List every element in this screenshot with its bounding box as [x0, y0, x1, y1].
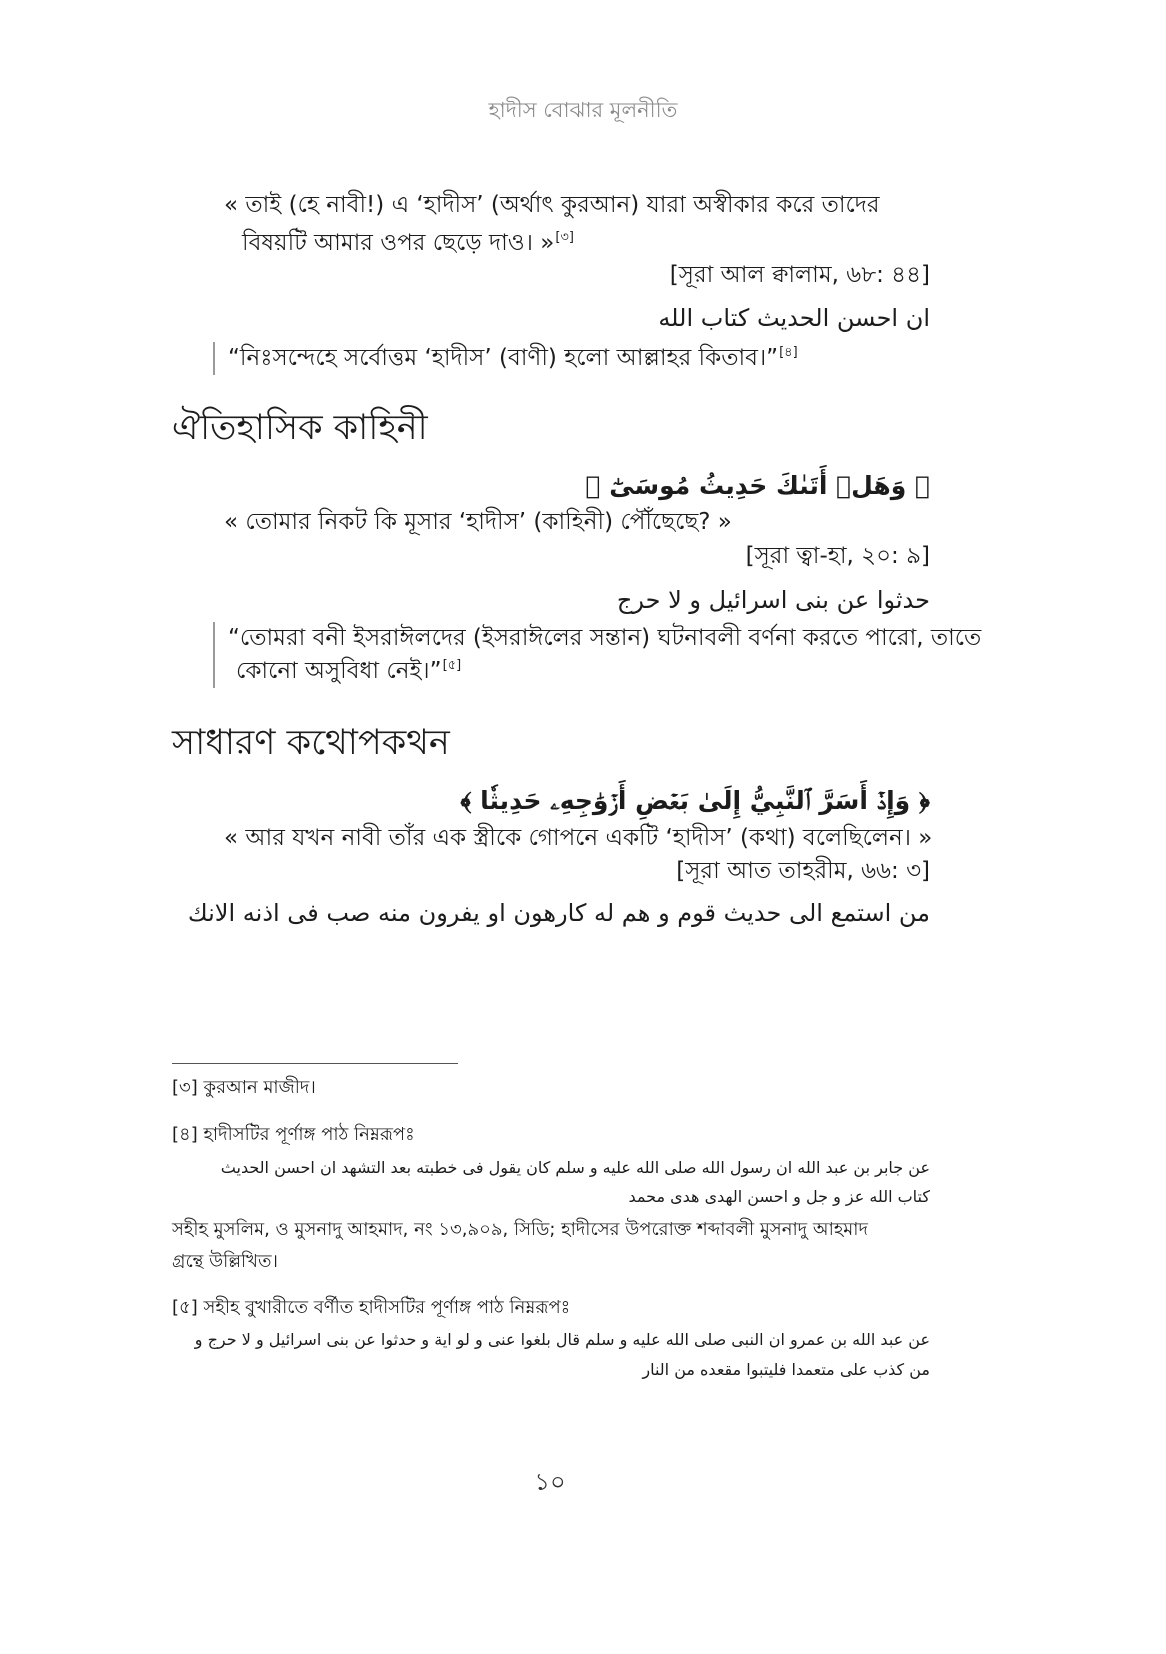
hadith-arabic: من استمع الى حديث قوم و هم له كارهون او يفرون منه صب فى اذنه الانك — [187, 899, 930, 927]
footnote — [172, 1295, 570, 1321]
footnote-marker: [৪] — [172, 1124, 198, 1145]
footnote-text: হাদীসটির পূর্ণাঙ্গ পাঠ নিম্নরূপঃ — [203, 1124, 415, 1145]
footnote-source-line: গ্রন্থে উল্লিখিত। — [172, 1251, 278, 1272]
surah-reference: [সূরা আত তাহরীম, ৬৬: ৩] — [676, 858, 930, 884]
verse-translation-line: « আর যখন নাবী তাঁর এক স্ত্রীকে গোপনে একটি ‘হাদীস’ (কথা) বলেছিলেন। » — [224, 825, 933, 851]
footnote-ref: [৩] — [555, 230, 574, 245]
hadith-translation-text: “নিঃসন্দেহে সর্বোত্তম ‘হাদীস’ (বাণী) হলো আল্লাহর কিতাব।” — [228, 345, 779, 371]
footnote-marker: [৩] — [172, 1077, 198, 1098]
footnote-marker: [৫] — [172, 1297, 198, 1318]
quran-verse-arabic: ﴿ وَإِذۡ أَسَرَّ ٱلنَّبِيُّ إِلَىٰ بَعۡضِ أَزۡوَٰجِهِۦ حَدِيثٗا ﴾ — [460, 786, 930, 815]
quran-verse-arabic: ﴿ وَهَلۡ أَتَىٰكَ حَدِيثُ مُوسَىٰٓ ﴾ — [585, 471, 930, 500]
verse-translation-line: « তোমার নিকট কি মূসার ‘হাদীস’ (কাহিনী) পৌঁছেছে? » — [224, 509, 732, 535]
footnote-ref: [৫] — [442, 658, 462, 673]
footnote-source-line: সহীহ মুসলিম, ও মুসনাদু আহমাদ, নং ১৩,৯০৯, সিডি; হাদীসের উপরোক্ত শব্দাবলী মুসনাদু আহমাদ — [172, 1219, 868, 1240]
section-heading: সাধারণ কথোপকথন — [172, 723, 450, 763]
verse-translation-line — [242, 227, 574, 259]
verse-translation-text: বিষয়টি আমার ওপর ছেড়ে দাও। » — [242, 230, 555, 256]
footnote — [172, 1075, 316, 1101]
footnote-ref: [৪] — [779, 345, 798, 360]
hadith-translation-text: কোনো অসুবিধা নেই।” — [236, 658, 442, 684]
footnote-arabic-line: عن جابر بن عبد الله ان رسول الله صلى الله عليه و سلم كان يقول فى خطبته بعد التشهد ان احسن الحديث — [220, 1158, 930, 1177]
page-number: ১০ — [534, 1468, 566, 1496]
footnote-text: কুরআন মাজীদ। — [203, 1077, 316, 1098]
hadith-arabic: ان احسن الحديث كتاب الله — [658, 304, 930, 332]
footnote-text: সহীহ বুখারীতে বর্ণীত হাদীসটির পূর্ণাঙ্গ পাঠ নিম্নরূপঃ — [203, 1297, 571, 1318]
verse-translation-line: « তাই (হে নাবী!) এ ‘হাদীস’ (অর্থাৎ কুরআন) যারা অস্বীকার করে তাদের — [224, 192, 880, 218]
section-heading: ঐতিহাসিক কাহিনী — [172, 408, 428, 448]
hadith-arabic: حدثوا عن بنى اسرائيل و لا حرج — [616, 586, 930, 614]
footnote — [172, 1122, 415, 1148]
surah-reference: [সূরা ত্বা-হা, ২০: ৯] — [745, 543, 930, 569]
footnote-divider — [172, 1063, 458, 1064]
footnote-arabic-line: كتاب الله عز و جل و احسن الهدى هدى محمد — [628, 1187, 930, 1206]
hadith-translation-line — [228, 342, 798, 375]
hadith-translation-line: “তোমরা বনী ইসরাঈলদের (ইসরাঈলের সন্তান) ঘটনাবলী বর্ণনা করতে পারো, তাতে — [228, 625, 982, 651]
footnote-arabic-line: من كذب على متعمدا فليتبوا مقعده من النار — [642, 1360, 930, 1379]
hadith-translation-quote — [213, 342, 798, 375]
hadith-translation-quote — [213, 622, 981, 688]
running-header: হাদীস বোঝার মূলনীতি — [488, 98, 678, 122]
hadith-translation-line — [228, 655, 981, 688]
surah-reference: [সূরা আল ক্বালাম, ৬৮: ৪৪] — [669, 262, 930, 288]
footnote-arabic-line: عن عبد الله بن عمرو ان النبى صلى الله عليه و سلم قال بلغوا عنى و لو اية و حدثوا عن بنى اسرائيل و لا حرج و — [194, 1330, 930, 1349]
